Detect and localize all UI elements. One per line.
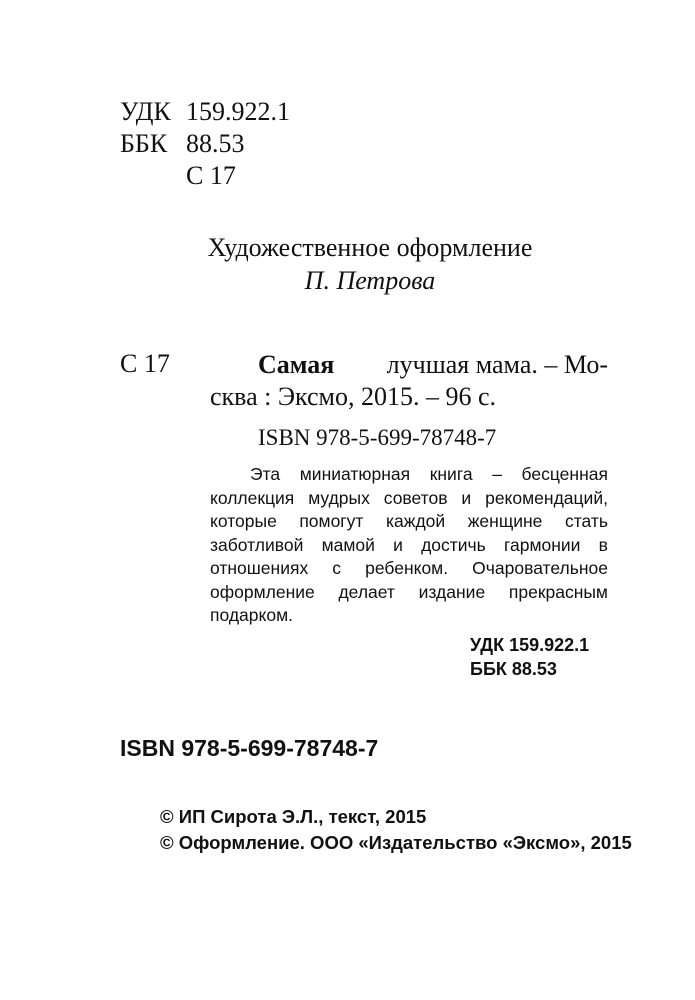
record-line-1-rest: лучшая мама. – Мо- [386, 350, 608, 379]
record-author-mark: С 17 [120, 349, 170, 378]
annotation-line [210, 534, 608, 558]
annotation-word: ребенком. [365, 558, 449, 578]
annotation-word: стать [564, 511, 608, 531]
record-isbn: ISBN 978-5-699-78748-7 [258, 425, 497, 450]
annotation-line [210, 487, 608, 511]
annotation-word: издание [418, 581, 486, 602]
annotation-bbk: ББК 88.53 [470, 659, 557, 679]
classification-block [120, 96, 290, 192]
annotation-word: мудрых [308, 487, 370, 508]
copyright-design: © Оформление. ООО «Издательство «Эксмо», 2015 [160, 832, 632, 853]
author-mark: С 17 [186, 161, 236, 190]
isbn-main: ISBN 978-5-699-78748-7 [120, 735, 379, 761]
annotation-word: миниатюрная [299, 464, 411, 484]
annotation-word: рекомендаций, [485, 487, 608, 508]
annotation-word: советов [383, 487, 448, 508]
copyright-block [160, 804, 632, 856]
annotation-word: Очаровательное [472, 558, 608, 578]
copyright-text: © ИП Сирота Э.Л., текст, 2015 [160, 806, 427, 827]
annotation-word: книга [429, 464, 473, 484]
record-title-bold: Самая [258, 350, 335, 379]
art-direction-name: П. Петрова [304, 266, 436, 295]
bbk-label: ББК [120, 129, 168, 158]
annotation-word: – [492, 464, 502, 484]
udk-label: УДК [120, 97, 171, 126]
annotation-word: Эта [250, 464, 281, 484]
annotation-word: гармонии [504, 534, 581, 555]
annotation-word: делает [338, 581, 395, 602]
annotation-word: и [461, 487, 472, 508]
art-direction-label: Художественное оформление [207, 233, 533, 262]
annotation-word: оформление [210, 581, 315, 602]
udk-row [120, 96, 290, 128]
udk-value: 159.922.1 [186, 97, 290, 126]
bbk-row [120, 128, 290, 160]
annotation-word: заботливой [210, 534, 304, 555]
annotation-word: бесценная [521, 464, 608, 484]
annotation-line [210, 557, 608, 581]
annotation-codes [470, 633, 589, 681]
annotation-word: с [332, 558, 342, 578]
annotation-word: подарком. [210, 605, 293, 625]
annotation-word: прекрасным [508, 581, 608, 602]
annotation-line [210, 510, 608, 534]
annotation-word: помогут [299, 511, 364, 531]
annotation-word: в [598, 534, 608, 555]
annotation-word: которые [210, 511, 277, 531]
annotation-word: мамой [321, 534, 375, 555]
annotation-line [210, 604, 608, 628]
record-line-1 [210, 349, 608, 381]
annotation-word: достичь [421, 534, 486, 555]
annotation-line [210, 463, 608, 487]
annotation-word: женщине [467, 511, 543, 531]
record-line-2: сква : Эксмо, 2015. – 96 с. [210, 382, 497, 411]
annotation-word: каждой [385, 511, 446, 531]
bibliographic-record [210, 349, 608, 413]
annotation-word: коллекция [210, 487, 295, 508]
annotation-word: и [393, 534, 403, 555]
bbk-value: 88.53 [186, 129, 245, 158]
author-mark-row [120, 160, 290, 192]
annotation-udk: УДК 159.922.1 [470, 635, 590, 655]
annotation-line [210, 581, 608, 605]
annotation-text [210, 463, 608, 628]
annotation-word: отношениях [210, 558, 309, 578]
